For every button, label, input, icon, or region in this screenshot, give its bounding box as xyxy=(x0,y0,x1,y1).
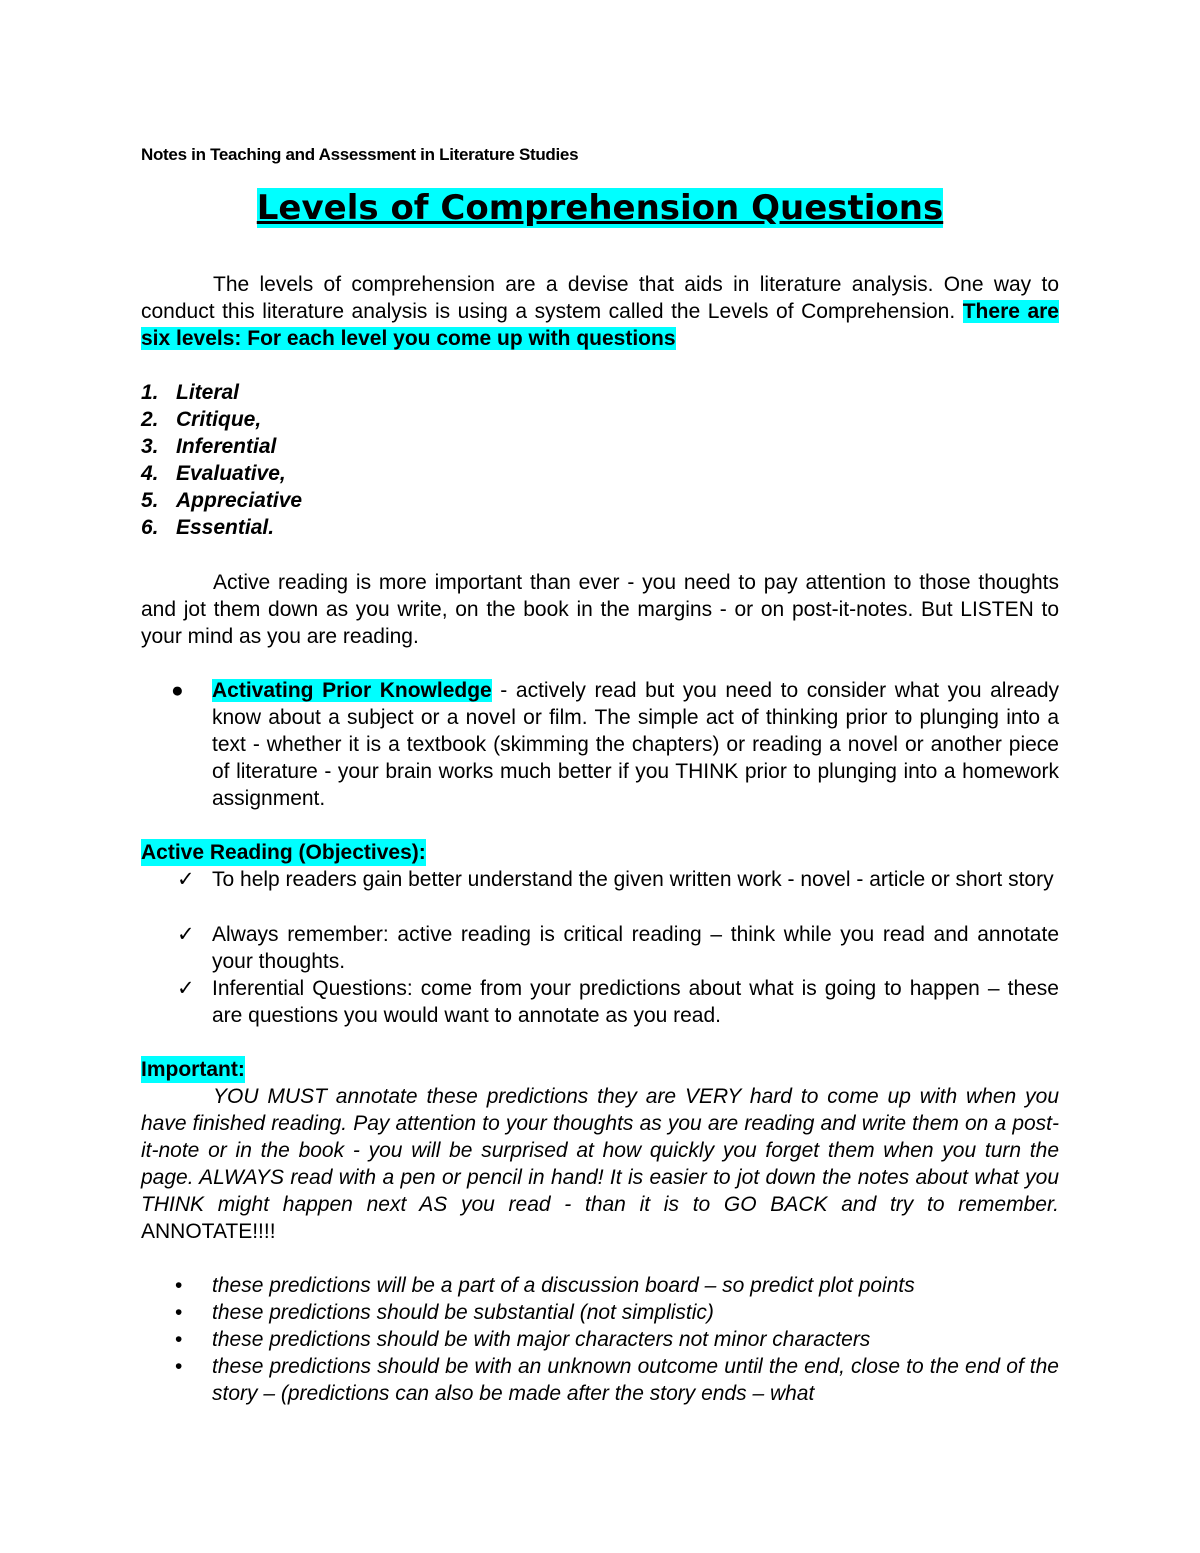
list-item: 6. Essential. xyxy=(141,516,275,539)
bullet-icon: • xyxy=(175,1355,183,1378)
bullet-icon: • xyxy=(175,1328,183,1351)
bullet-icon: ● xyxy=(171,679,184,702)
important-paragraph: YOU MUST annotate these predictions they are VERY hard to come up with when you have finished reading. Pay attention to your thoughts as you are reading and write them on a post-it-note or in the book - you will be surprised at how quickly you forget them when you turn the page. ALWAYS read with a pen or pencil in hand! It is easier to jot down the notes about what you THINK might happen next AS you read - than it is to GO BACK and try to remember. ANNOTATE!!!! xyxy=(141,1085,1059,1243)
intro-text: The levels of comprehension are a devise that aids in literature analysis. One way to conduct this literature analysis is using a system called the Levels of Comprehension. xyxy=(141,273,1059,323)
list-item: • these predictions should be substantial (not simplistic) xyxy=(175,1301,714,1324)
list-item: 4. Evaluative, xyxy=(141,462,286,485)
list-item: • these predictions should be with an unknown outcome until the end, close to the end of the story – (predictions can also be made after the story ends – what xyxy=(175,1355,1059,1405)
checkmark-icon: ✓ xyxy=(177,977,195,1000)
list-item: 1. Literal xyxy=(141,381,240,404)
checkmark-icon: ✓ xyxy=(177,923,195,946)
important-heading: Important: xyxy=(141,1058,245,1081)
objective-item: ✓ Always remember: active reading is critical reading – think while you read and annotate your thoughts. xyxy=(177,923,1059,973)
annotate-text: ANNOTATE!!!! xyxy=(141,1220,276,1243)
objective-item: ✓ Inferential Questions: come from your predictions about what is going to happen – these are questions you would want to annotate as you read. xyxy=(177,977,1059,1027)
list-item: • these predictions will be a part of a discussion board – so predict plot points xyxy=(175,1274,915,1297)
bullet-icon: • xyxy=(175,1274,183,1297)
prior-knowledge-text: - actively read but you need to consider what you already know about a subject or a novel or film. The simple act of thinking prior to plunging into a text - whether it is a textbook (skimming the chapters) or reading a novel or another piece of literature - your brain works much better if you THINK prior to plunging into a homework assignment. xyxy=(212,679,1059,810)
list-item: 3. Inferential xyxy=(141,435,277,458)
prior-knowledge-label: Activating Prior Knowledge xyxy=(212,679,492,702)
prior-knowledge-item xyxy=(141,677,1059,812)
predictions-list xyxy=(141,1272,1059,1407)
objective-item: ✓ To help readers gain better understand the given written work - novel - article or short story xyxy=(177,868,1054,891)
title-text: Levels of Comprehension Questions xyxy=(256,188,944,228)
page-title xyxy=(141,186,1059,230)
intro-highlight: There are six levels: For each level you come up with questions xyxy=(141,300,1059,350)
list-item: 5. Appreciative xyxy=(141,489,303,512)
bullet-icon: • xyxy=(175,1301,183,1324)
active-reading-paragraph: Active reading is more important than ever - you need to pay attention to those thoughts and jot them down as you write, on the book in the margins - or on post-it-notes. But LISTEN to your mind as you are reading. xyxy=(141,571,1059,648)
objectives-heading: Active Reading (Objectives): xyxy=(141,841,426,864)
list-item: 2. Critique, xyxy=(141,408,262,431)
checkmark-icon: ✓ xyxy=(177,868,195,891)
intro-paragraph xyxy=(141,271,1059,352)
list-item: • these predictions should be with major characters not minor characters xyxy=(175,1328,871,1351)
levels-list xyxy=(141,379,302,541)
document-header: Notes in Teaching and Assessment in Literature Studies xyxy=(141,145,579,164)
